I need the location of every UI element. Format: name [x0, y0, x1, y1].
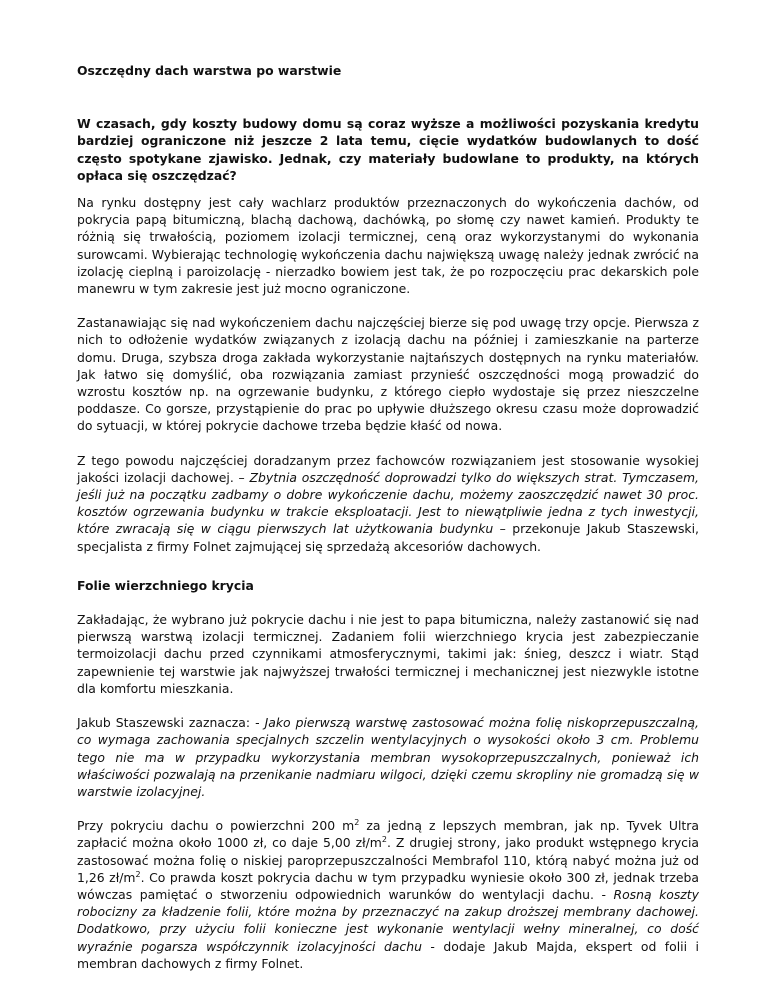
section-heading: Folie wierzchniego krycia [77, 577, 254, 593]
paragraph-6 [77, 817, 699, 972]
paragraph-4: Zakładając, że wybrano już pokrycie dachu i nie jest to papa bitumiczna, należy zastanowić się nad pierwszą warstwą izolacji termicznej. Zadaniem folii wierzchniego krycia jest zabezpieczanie termoizolacji dachu przed czynnikami atmosferycznymi, takimi jak: śnieg, deszcz i wiatr. Stąd zapewnienie tej warstwie jak najwyższej trwałości termicznej i mechanicznej jest niezwykle istotne dla komfortu mieszkania. [77, 612, 699, 696]
article-lead: W czasach, gdy koszty budowy domu są coraz wyższe a możliwości pozyskania kredytu bardziej ograniczone niż jeszcze 2 lata temu, cięcie wydatków budowlanych to dość często spotykane zjawisko. Jednak, czy materiały budowlane to produkty, na których opłaca się oszczędzać? [77, 116, 699, 183]
paragraph-1: Na rynku dostępny jest cały wachlarz produktów przeznaczonych do wykończenia dachów, od pokrycia papą bitumiczną, blachą dachową, dachówką, po słomę czy nawet kamień. Produkty te różnią się trwałością, poziomem izolacji termicznej, ceną oraz wykorzystanymi do wykonania surowcami. Wybierając technologię wykończenia dachu największą uwagę należy jednak zwrócić na izolację cieplną i paroizolację - nierzadko bowiem jest tak, że po rozpoczęciu prac dekarskich pole manewru w tym zakresie jest już mocno ograniczone. [77, 195, 699, 297]
paragraph-5-intro: Jakub Staszewski zaznacza: - [77, 715, 265, 731]
article-title: Oszczędny dach warstwa po warstwie [77, 63, 342, 78]
paragraph-6-text-c: . Z drugiej strony, jako produkt wstępnego krycia zastosować można folię o niskiej paroprzepuszczalności Membrafol 110, którą nabyć można już od 1,26 zł/m [77, 835, 699, 885]
paragraph-2: Zastanawiając się nad wykończeniem dachu najczęściej bierze się pod uwagę trzy opcje. Pierwsza z nich to odłożenie wydatków związanych z izolacją dachu na później i zamieszkanie na parterze domu. Druga, szybsza droga zakłada wykorzystanie najtańszych dostępnych na rynku materiałów. Jak łatwo się domyślić, oba rozwiązania zamiast przynieść oszczędności mogą prowadzić do wzrostu kosztów np. na ogrzewanie budynku, z którego ciepło wydostaje się przez nieszczelne poddasze. Co gorsze, przystąpienie do prac po upływie dłuższego okresu czasu może doprowadzić do sytuacji, w której pokrycie dachowe trzeba będzie kłaść od nowa. [77, 315, 699, 434]
paragraph-3-quote: Zbytnia oszczędność doprowadzi tylko do większych strat. Tymczasem, jeśli już na początku zadbamy o dobre wykończenie dachu, możemy zaoszczędzić nawet 30 proc. kosztów ogrzewania budynku w trakcie eksploatacji. Jest to niewątpliwie jedna z tych inwestycji, które zwracają się w ciągu pierwszych lat użytkowania budynku [77, 469, 699, 537]
paragraph-6-attribution: - dodaje Jakub Majda, ekspert od folii i membran dachowych z firmy Folnet. [77, 938, 700, 971]
paragraph-3-text: Z tego powodu najczęściej doradzanym przez fachowców rozwiązaniem jest stosowanie wysokiej jakości izolacji dachowej. – [77, 452, 699, 485]
superscript: 2 [354, 817, 360, 827]
paragraph-3-attribution: – przekonuje Jakub Staszewski, specjalista z firmy Folnet zajmującej się sprzedażą akcesoriów dachowych. [77, 521, 699, 554]
paragraph-6-text-a: Przy pokryciu dachu o powierzchni 200 m [77, 818, 355, 834]
paragraph-6-text-b: za jedną z lepszych membran, jak np. Tyvek Ultra zapłacić można około 1000 zł, co daje 5,00 zł/m [77, 818, 699, 851]
paragraph-5-quote: Jako pierwszą warstwę zastosować można folię niskoprzepuszczalną, co wymaga zachowania specjalnych szczelin wentylacyjnych o wysokości około 3 cm. Problemu tego nie ma w przypadku wykorzystania membran wysokoprzepuszczalnych, ponieważ ich właściwości pozwalają na przenikanie nadmiaru wilgoci, dzięki czemu skropliny nie gromadzą się w warstwie izolacyjnej. [77, 715, 699, 799]
paragraph-6-quote: Rosną koszty robocizny za kładzenie folii, które można by przeznaczyć na zakup droższej membrany dachowej. Dodatkowo, przy użyciu folii konieczne jest wykonanie wentylacji wełny mineralnej, co dość wyraźnie pogarsza współczynnik izolacyjności dachu [77, 886, 699, 954]
paragraph-5 [77, 714, 699, 800]
paragraph-6-text-d: . Co prawda koszt pokrycia dachu w tym przypadku wyniesie około 300 zł, jednak trzeba wówczas pamiętać o stworzeniu odpowiednich warunków do wentylacji dachu. - [77, 869, 700, 902]
superscript: 2 [135, 869, 141, 879]
paragraph-3 [77, 452, 699, 555]
superscript: 2 [381, 835, 387, 845]
